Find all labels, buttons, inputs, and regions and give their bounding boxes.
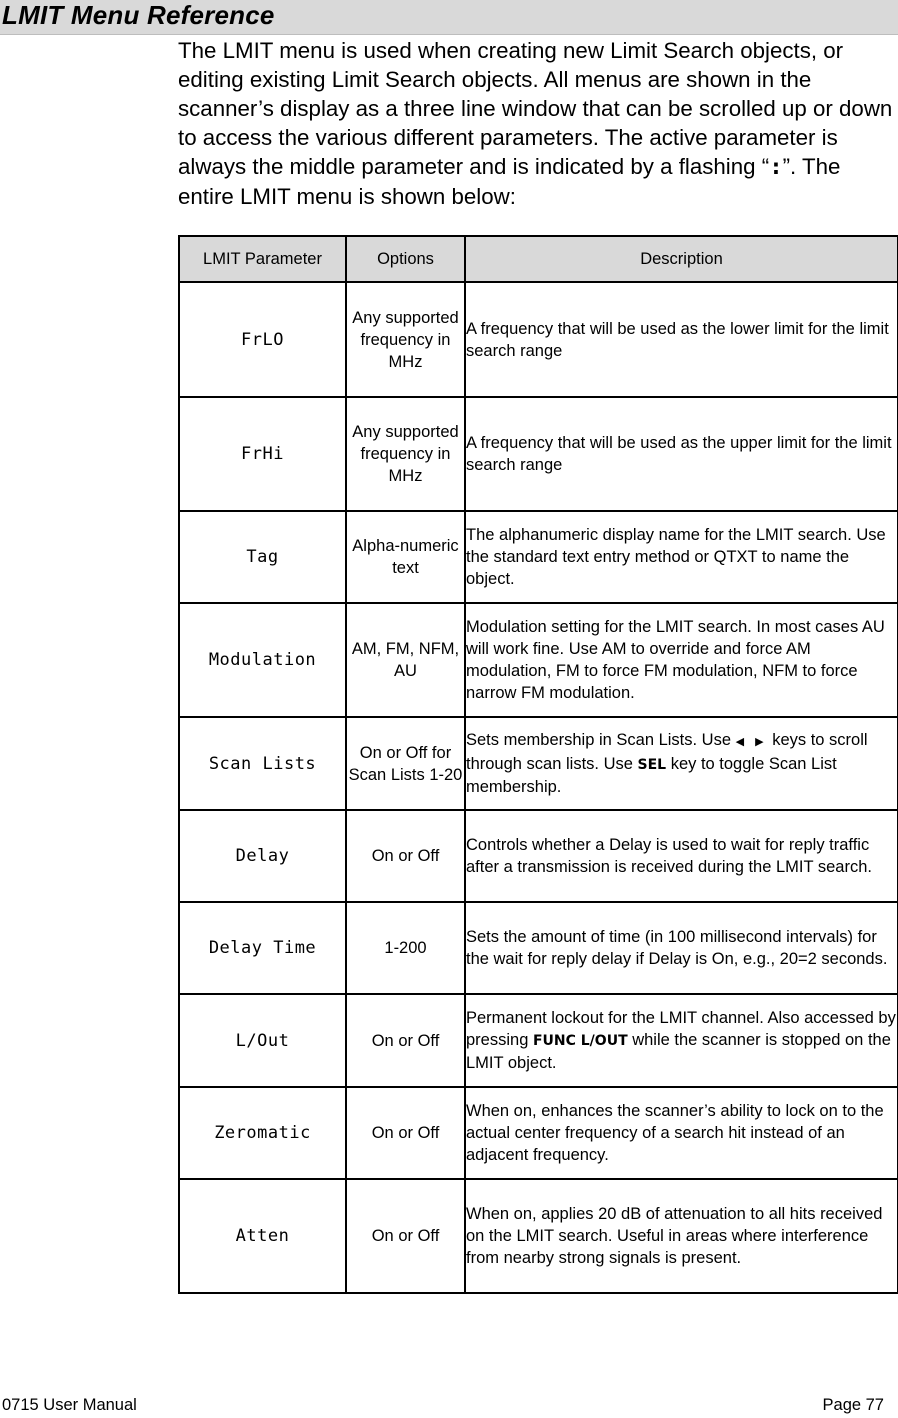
left-right-arrow-icon: ◀ ▶ — [735, 736, 768, 748]
table-header-row — [179, 236, 898, 282]
description-cell: When on, enhances the scanner’s ability to lock on to the actual center frequency of a search hit instead of an adjacent frequency. — [465, 1087, 898, 1179]
intro-text-1: The LMIT menu is used when creating new Limit Search objects, or editing existing Limit Search objects. All menus are shown in the scanner’s display as a three line window that can be scrolled up or down to access the various different parameters. The active parameter is always the middle parameter and is indicated by a flashing “ — [178, 38, 893, 179]
header-param: LMIT Parameter — [179, 236, 346, 282]
intro-text-2: ”. The entire LMIT menu is shown below: — [178, 154, 841, 209]
table-row — [179, 1179, 898, 1293]
table-row — [179, 397, 898, 511]
description-cell: The alphanumeric display name for the LMIT search. Use the standard text entry method or QTXT to name the object. — [465, 511, 898, 603]
header-description: Description — [465, 236, 898, 282]
param-cell: Delay Time — [179, 902, 346, 994]
lmit-menu-table — [178, 235, 898, 1294]
table-row — [179, 994, 898, 1087]
sel-key-label: SEL — [637, 757, 667, 773]
param-cell: FrHi — [179, 397, 346, 511]
page-title: LMIT Menu Reference — [2, 0, 275, 30]
param-cell: Delay — [179, 810, 346, 902]
param-cell: Scan Lists — [179, 717, 346, 810]
intro-paragraph — [178, 36, 896, 211]
options-cell: 1-200 — [346, 902, 465, 994]
table-row — [179, 1087, 898, 1179]
description-cell: Controls whether a Delay is used to wait for reply traffic after a transmission is received during the LMIT search. — [465, 810, 898, 902]
desc-text: Permanent lockout for the LMIT channel. Also accessed by pressing — [466, 1009, 896, 1049]
options-cell: AM, FM, NFM, AU — [346, 603, 465, 717]
options-cell: On or Off — [346, 994, 465, 1087]
desc-text: keys to scroll through scan lists. Use — [466, 731, 868, 773]
desc-text: while the scanner is stopped on the LMIT object. — [466, 1031, 891, 1072]
param-cell: FrLO — [179, 282, 346, 397]
footer-manual-name: 0715 User Manual — [2, 1396, 137, 1414]
description-cell: A frequency that will be used as the upper limit for the limit search range — [465, 397, 898, 511]
param-cell: Tag — [179, 511, 346, 603]
table-row — [179, 902, 898, 994]
param-cell: Zeromatic — [179, 1087, 346, 1179]
options-cell: On or Off for Scan Lists 1-20 — [346, 717, 465, 810]
description-cell: Sets the amount of time (in 100 millisecond intervals) for the wait for reply delay if Delay is On, e.g., 20=2 seconds. — [465, 902, 898, 994]
description-cell — [465, 717, 898, 810]
table-row — [179, 282, 898, 397]
table-row — [179, 603, 898, 717]
footer-page-number: Page 77 — [822, 1396, 884, 1414]
table-row — [179, 511, 898, 603]
param-cell: L/Out — [179, 994, 346, 1087]
flashing-indicator-icon: : — [769, 154, 783, 180]
options-cell: Alpha-numeric text — [346, 511, 465, 603]
description-cell: Modulation setting for the LMIT search. In most cases AU will work fine. Use AM to override and force AM modulation, FM to force FM modulation, NFM to force narrow FM modulation. — [465, 603, 898, 717]
title-bar — [0, 0, 898, 35]
func-lout-key-label: FUNC L/OUT — [532, 1033, 628, 1049]
description-cell: A frequency that will be used as the lower limit for the limit search range — [465, 282, 898, 397]
options-cell: On or Off — [346, 1087, 465, 1179]
param-cell: Modulation — [179, 603, 346, 717]
param-cell: Atten — [179, 1179, 346, 1293]
options-cell: On or Off — [346, 1179, 465, 1293]
desc-text: key to toggle Scan List membership. — [466, 755, 837, 796]
header-options: Options — [346, 236, 465, 282]
options-cell: Any supported frequency in MHz — [346, 282, 465, 397]
options-cell: Any supported frequency in MHz — [346, 397, 465, 511]
desc-text: Sets membership in Scan Lists. Use — [466, 731, 732, 749]
description-cell — [465, 994, 898, 1087]
table-row — [179, 810, 898, 902]
description-cell: When on, applies 20 dB of attenuation to all hits received on the LMIT search. Useful in areas where interference from nearby strong signals is present. — [465, 1179, 898, 1293]
table-row — [179, 717, 898, 810]
options-cell: On or Off — [346, 810, 465, 902]
